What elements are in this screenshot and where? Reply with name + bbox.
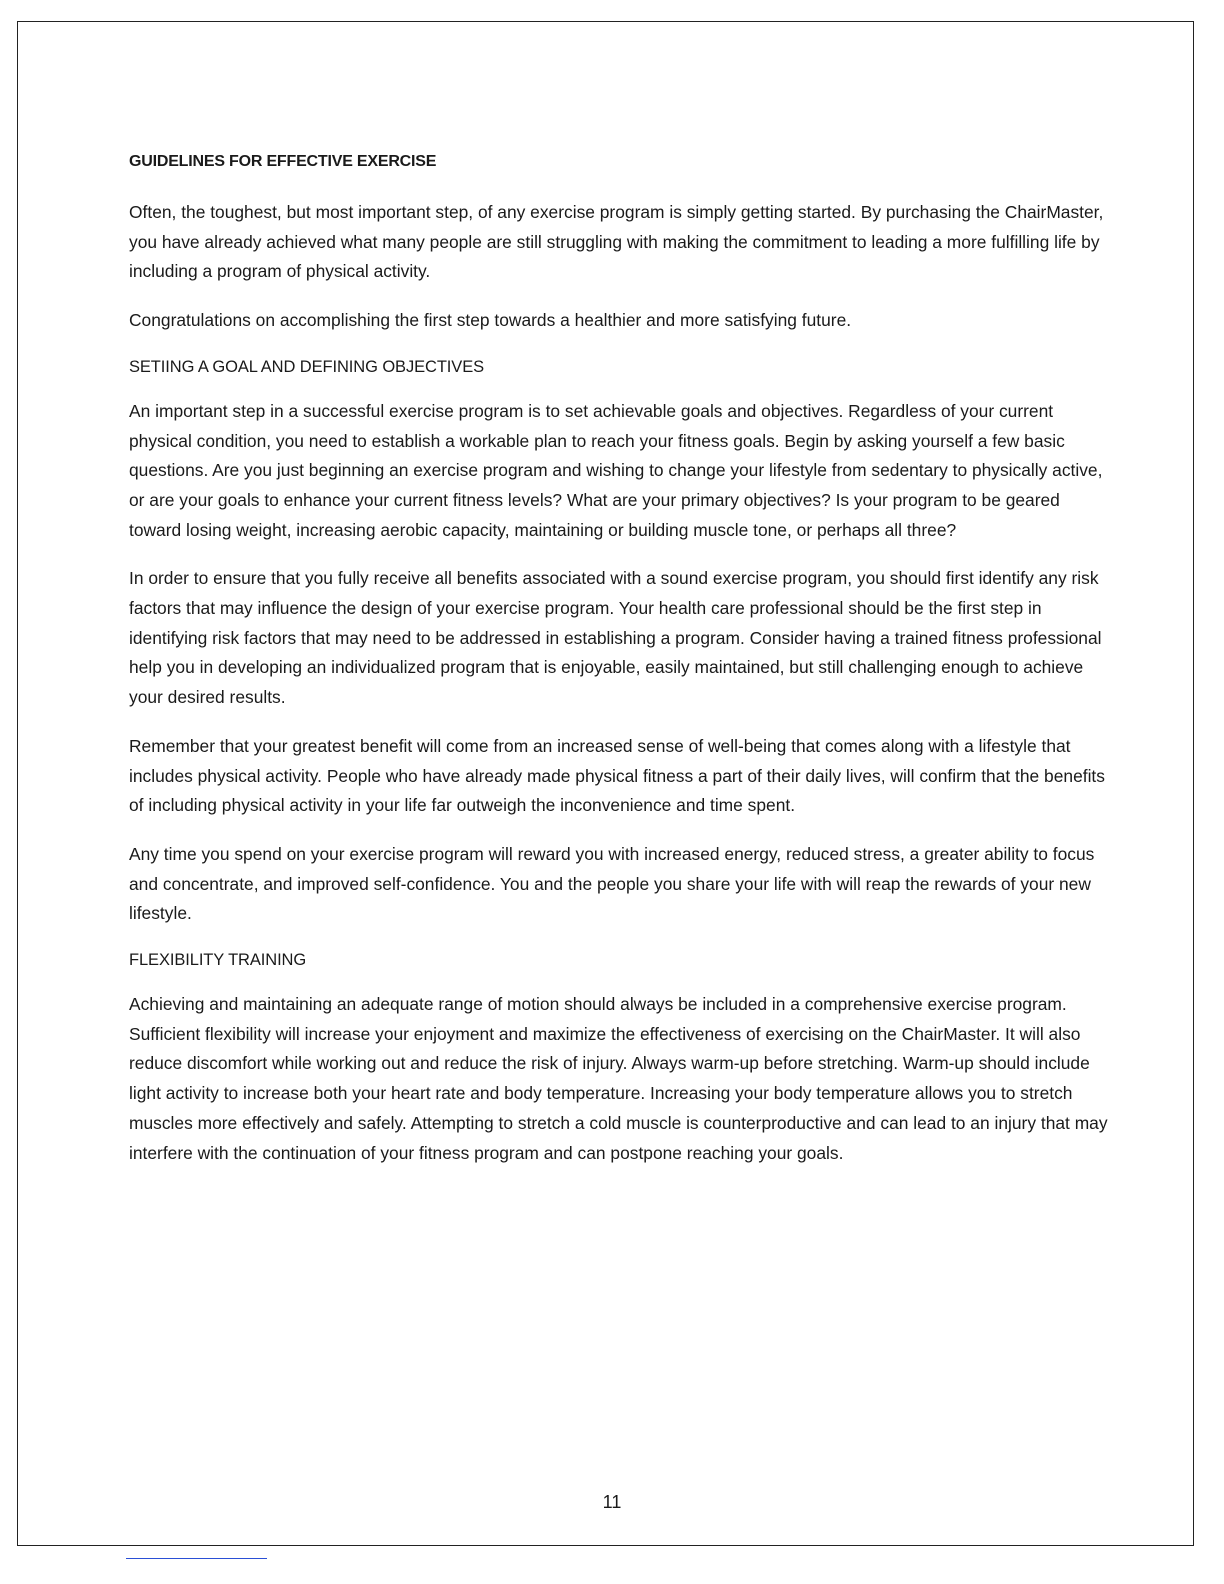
flexibility-paragraph-1: Achieving and maintaining an adequate range of motion should always be included in a comprehensive exercise program. Sufficient flexibility will increase your enjoyment and maximize the effectiveness of exercising on the ChairMaster. It will also reduce discomfort while working out and reduce the risk of injury. Always warm-up before stretching. Warm-up should include light activity to increase both your heart rate and body temperature. Increasing your body temperature allows you to stretch muscles more effectively and safely. Attempting to stretch a cold muscle is counterproductive and can lead to an injury that may interfere with the continuation of your fitness program and can postpone reaching your goals. [129, 994, 1108, 1163]
section-heading-goals: SETIING A GOAL AND DEFINING OBJECTIVES [129, 357, 485, 376]
page-title: GUIDELINES FOR EFFECTIVE EXERCISE [129, 153, 437, 170]
intro-paragraph-2: Congratulations on accomplishing the first step towards a healthier and more satisfying future. [129, 310, 852, 331]
goals-paragraph-4: Any time you spend on your exercise program will reward you with increased energy, reduced stress, a greater ability to focus and concentrate, and improved self-confidence. You and the people you share your life with will reap the rewards of your new lifestyle. [129, 843, 1095, 924]
footnote-rule [126, 1558, 267, 1559]
page-number: 11 [602, 1492, 622, 1512]
section-heading-flexibility: FLEXIBILITY TRAINING [129, 951, 307, 970]
intro-paragraph-1: Often, the toughest, but most important step, of any exercise program is simply getting started. By purchasing the ChairMaster, you have already achieved what many people are still struggling with making the commitment to leading a more fulfilling life by including a program of physical activity. [129, 202, 1104, 282]
goals-paragraph-1: An important step in a successful exercise program is to set achievable goals and objectives. Regardless of your current physical condition, you need to establish a workable plan to reach your fitness goals. Begin by asking yourself a few basic questions. Are you just beginning an exercise program and wishing to change your lifestyle from sedentary to physically active, or are your goals to enhance your current fitness levels? What are your primary objectives? Is your program to be geared toward losing weight, increasing aerobic capacity, maintaining or building muscle tone, or perhaps all three? [129, 400, 1103, 540]
goals-paragraph-2: In order to ensure that you fully receive all benefits associated with a sound exercise program, you should first identify any risk factors that may influence the design of your exercise program. Your health care professional should be the first step in identifying risk factors that may need to be addressed in establishing a program. Consider having a trained fitness professional help you in developing an individualized program that is enjoyable, easily maintained, but still challenging enough to achieve your desired results. [129, 568, 1102, 708]
page-content [129, 150, 1109, 1187]
goals-paragraph-3: Remember that your greatest benefit will come from an increased sense of well-being that comes along with a lifestyle that includes physical activity. People who have already made physical fitness a part of their daily lives, will confirm that the benefits of including physical activity in your life far outweigh the inconvenience and time spent. [129, 735, 1105, 816]
